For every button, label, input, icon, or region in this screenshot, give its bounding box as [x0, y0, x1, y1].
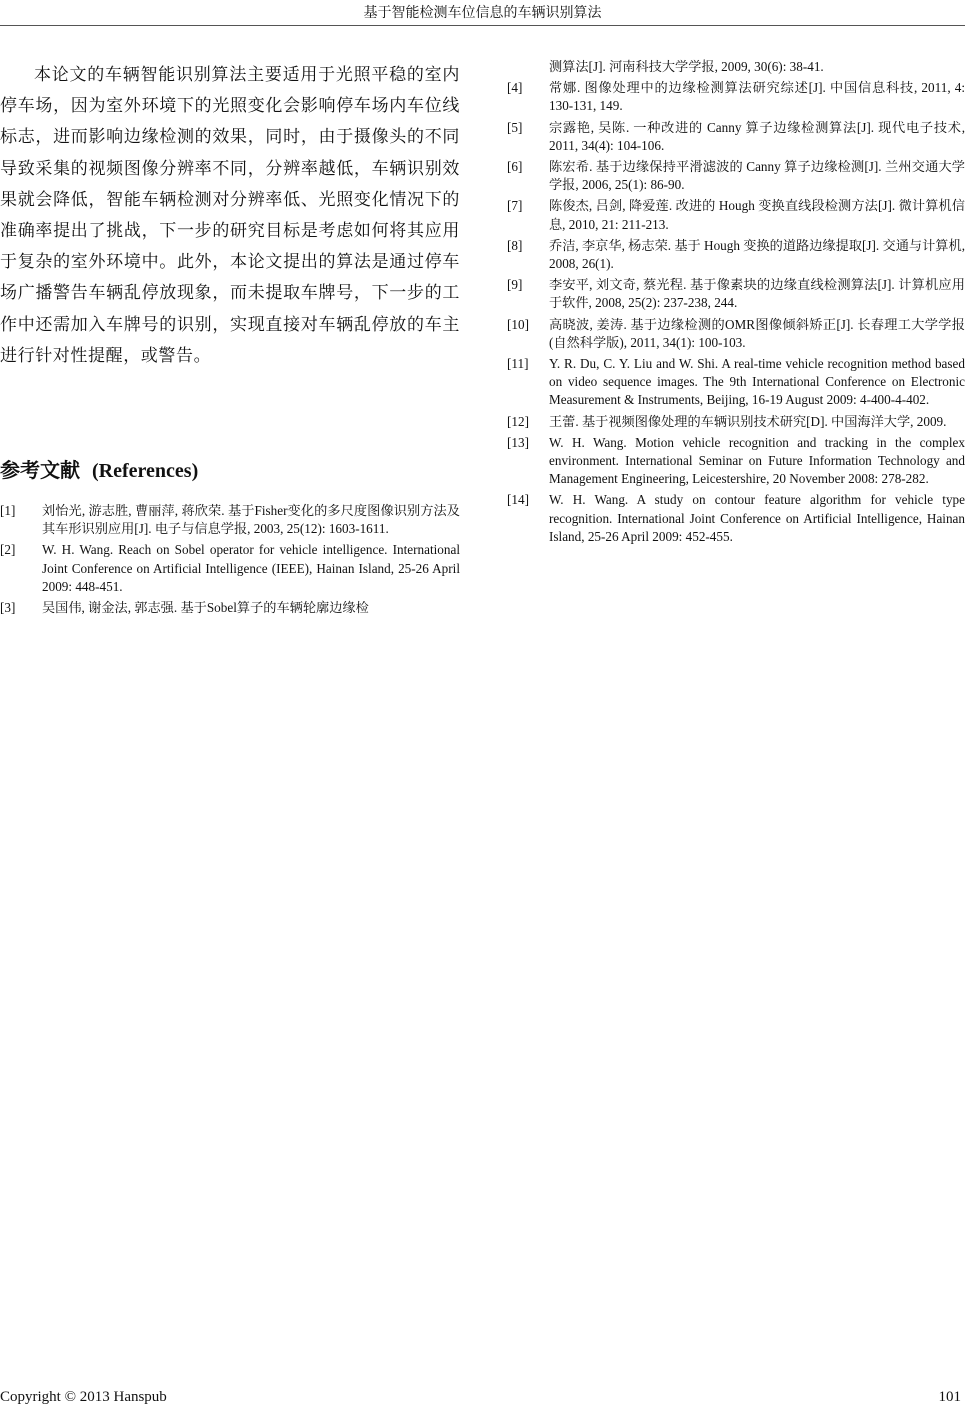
reference-item: [507, 491, 965, 546]
reference-item: [0, 502, 460, 538]
reference-item: [507, 434, 965, 489]
reference-number: [3]: [0, 600, 16, 616]
reference-text: 陈俊杰, 吕剑, 降爱莲. 改进的 Hough 变换直线段检测方法[J]. 微计算机信息, 2010, 21: 211-213.: [549, 198, 965, 232]
reference-continuation: 测算法[J]. 河南科技大学学报, 2009, 30(6): 38-41.: [549, 59, 824, 74]
reference-item: [507, 197, 965, 233]
references-heading-en: (References): [92, 460, 199, 482]
reference-text: 常娜. 图像处理中的边缘检测算法研究综述[J]. 中国信息科技, 2011, 4: 130-131, 149.: [549, 80, 965, 114]
reference-number: [9]: [507, 277, 523, 293]
reference-text: 乔洁, 李京华, 杨志荣. 基于 Hough 变换的道路边缘提取[J]. 交通与计算机, 2008, 26(1).: [549, 237, 965, 272]
reference-item: [507, 237, 965, 273]
reference-text: 陈宏希. 基于边缘保持平滑滤波的 Canny 算子边缘检测[J]. 兰州交通大学学报, 2006, 25(1): 86-90.: [549, 159, 965, 193]
reference-text: W. H. Wang. Motion vehicle recognition and tracking in the complex environment. International Seminar on Future Information Technology and Management Engineering, Leicestershire, 20 November 2008: 278-282.: [549, 434, 965, 487]
reference-list-left: [0, 502, 460, 620]
reference-text: 高晓波, 姜涛. 基于边缘检测的OMR图像倾斜矫正[J]. 长春理工大学学报(自然科学版), 2011, 34(1): 100-103.: [549, 316, 965, 350]
reference-text: W. H. Wang. A study on contour feature algorithm for vehicle type recognition. International Joint Conference on Artificial Intelligence, Hainan Island, 25-26 April 2009: 452-455.: [549, 492, 965, 544]
reference-text: 吴国伟, 谢金法, 郭志强. 基于Sobel算子的车辆轮廓边缘检: [42, 600, 369, 616]
reference-number: [5]: [507, 119, 523, 135]
reference-item: [0, 599, 460, 617]
reference-text: Y. R. Du, C. Y. Liu and W. Shi. A real-time vehicle recognition method based on video sequence images. The 9th International Conference on Electronic Measurement & Instruments, Beijing, 16-19 August 2009: 4-400-4-402.: [549, 356, 965, 408]
reference-number: [7]: [507, 198, 523, 214]
reference-item: [507, 79, 965, 115]
page-number: 101: [938, 1389, 961, 1405]
reference-item: [507, 158, 965, 194]
reference-text: 李安平, 刘文奇, 蔡光程. 基于像素块的边缘直线检测算法[J]. 计算机应用于软件, 2008, 25(2): 237-238, 244.: [549, 277, 965, 311]
reference-number: [1]: [0, 503, 16, 518]
reference-number: [11]: [507, 356, 529, 372]
references-heading: [0, 456, 460, 485]
reference-number: [6]: [507, 159, 523, 175]
reference-item: [507, 119, 965, 155]
reference-text: W. H. Wang. Reach on Sobel operator for vehicle intelligence. International Joint Conference on Artificial Intelligence (IEEE), Hainan Island, 25-26 April 2009: 448-451.: [42, 542, 460, 594]
reference-number: [8]: [507, 237, 523, 253]
reference-number: [10]: [507, 316, 529, 332]
reference-text: 王蕾. 基于视频图像处理的车辆识别技术研究[D]. 中国海洋大学, 2009.: [549, 413, 947, 429]
reference-item: [507, 413, 965, 431]
reference-text: 刘怡光, 游志胜, 曹丽萍, 蒋欣荣. 基于Fisher变化的多尺度图像识别方法及其车形识别应用[J]. 电子与信息学报, 2003, 25(12): 1603-1611.: [42, 503, 460, 537]
reference-item: [507, 355, 965, 410]
reference-list-right: [507, 58, 965, 549]
reference-number: [13]: [507, 434, 529, 450]
reference-number: [4]: [507, 80, 523, 96]
references-heading-cn: 参考文献: [0, 458, 80, 482]
running-header: 基于智能检测车位信息的车辆识别算法: [363, 5, 602, 21]
left-column: [0, 60, 460, 372]
reference-number: [2]: [0, 542, 16, 558]
reference-number: [12]: [507, 413, 529, 429]
reference-text: 宗露艳, 吴陈. 一种改进的 Canny 算子边缘检测算法[J]. 现代电子技术, 2011, 34(4): 104-106.: [549, 119, 965, 153]
reference-number: [14]: [507, 492, 529, 508]
reference-item: [507, 276, 965, 312]
header-rule: [0, 25, 965, 26]
conclusion-paragraph: 本论文的车辆智能识别算法主要适用于光照平稳的室内停车场，因为室外环境下的光照变化会影响停车场内车位线标志，进而影响边缘检测的效果，同时，由于摄像头的不同导致采集的视频图像分辨率不同，分辨率越低，车辆识别效果就会降低，智能车辆检测对分辨率低、光照变化情况下的准确率提出了挑战，下一步的研究目标是考虑如何将其应用于复杂的室外环境中。此外，本论文提出的算法是通过停车场广播警告车辆乱停放现象，而未提取车牌号，下一步的工作中还需加入车牌号的识别，实现直接对车辆乱停放的车主进行针对性提醒，或警告。: [0, 65, 460, 366]
reference-item: [507, 316, 965, 352]
reference-item: [0, 541, 460, 596]
copyright-footer: Copyright © 2013 Hanspub: [0, 1389, 167, 1405]
